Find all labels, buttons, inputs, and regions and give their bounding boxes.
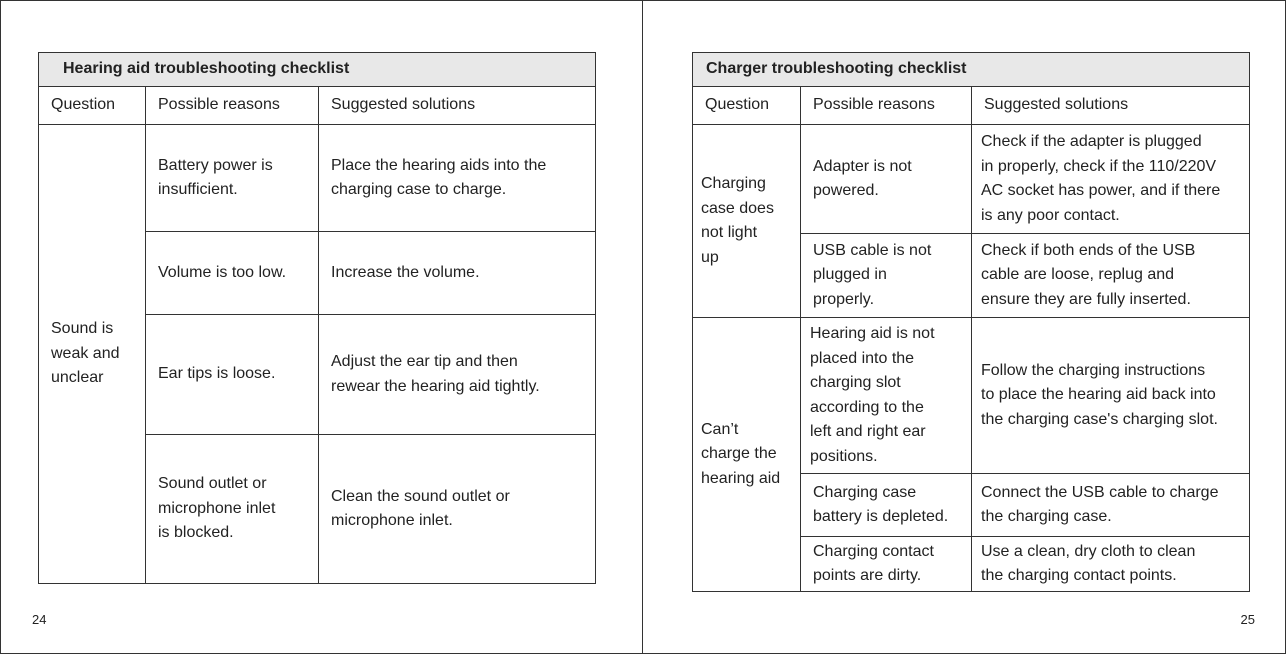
question-cell: Sound is weak and unclear	[39, 125, 146, 584]
solution-cell: Follow the charging instructions to place the hearing aid back into the charging case's charging slot.	[972, 318, 1250, 474]
column-header-solutions: Suggested solutions	[319, 87, 596, 125]
question-cell: Can’t charge the hearing aid	[693, 318, 801, 592]
column-header-reasons: Possible reasons	[146, 87, 319, 125]
column-header-reasons: Possible reasons	[801, 87, 972, 125]
reason-cell: Volume is too low.	[146, 232, 319, 315]
reason-cell: Battery power is insufficient.	[146, 125, 319, 232]
solution-cell: Increase the volume.	[319, 232, 596, 315]
reason-cell: Hearing aid is not placed into the charging slot according to the left and right ear positions.	[801, 318, 972, 474]
reason-cell: Sound outlet or microphone inlet is blocked.	[146, 435, 319, 584]
reason-cell: Charging contact points are dirty.	[801, 537, 972, 592]
solution-cell: Place the hearing aids into the charging case to charge.	[319, 125, 596, 232]
column-header-question: Question	[693, 87, 801, 125]
reason-cell: USB cable is not plugged in properly.	[801, 234, 972, 318]
reason-cell: Adapter is not powered.	[801, 125, 972, 234]
solution-cell: Clean the sound outlet or microphone inlet.	[319, 435, 596, 584]
column-header-solutions: Suggested solutions	[972, 87, 1250, 125]
solution-cell: Adjust the ear tip and then rewear the hearing aid tightly.	[319, 315, 596, 435]
solution-cell: Connect the USB cable to charge the charging case.	[972, 474, 1250, 537]
solution-cell: Check if the adapter is plugged in properly, check if the 110/220V AC socket has power, and if there is any poor contact.	[972, 125, 1250, 234]
table-row	[39, 125, 596, 232]
solution-cell: Check if both ends of the USB cable are loose, replug and ensure they are fully inserted.	[972, 234, 1250, 318]
table-title: Charger troubleshooting checklist	[693, 53, 1250, 87]
left-page	[0, 0, 643, 654]
table-header-row	[693, 87, 1250, 125]
reason-cell: Ear tips is loose.	[146, 315, 319, 435]
page-number: 24	[32, 612, 47, 627]
solution-cell: Use a clean, dry cloth to clean the charging contact points.	[972, 537, 1250, 592]
charger-checklist-table	[692, 52, 1250, 592]
right-page	[642, 0, 1286, 654]
question-cell: Charging case does not light up	[693, 125, 801, 318]
table-header-row	[39, 87, 596, 125]
page-number: 25	[1240, 612, 1255, 627]
hearing-aid-checklist-table	[38, 52, 596, 584]
table-row	[693, 125, 1250, 234]
table-title: Hearing aid troubleshooting checklist	[39, 53, 596, 87]
reason-cell: Charging case battery is depleted.	[801, 474, 972, 537]
table-row	[693, 318, 1250, 474]
column-header-question: Question	[39, 87, 146, 125]
